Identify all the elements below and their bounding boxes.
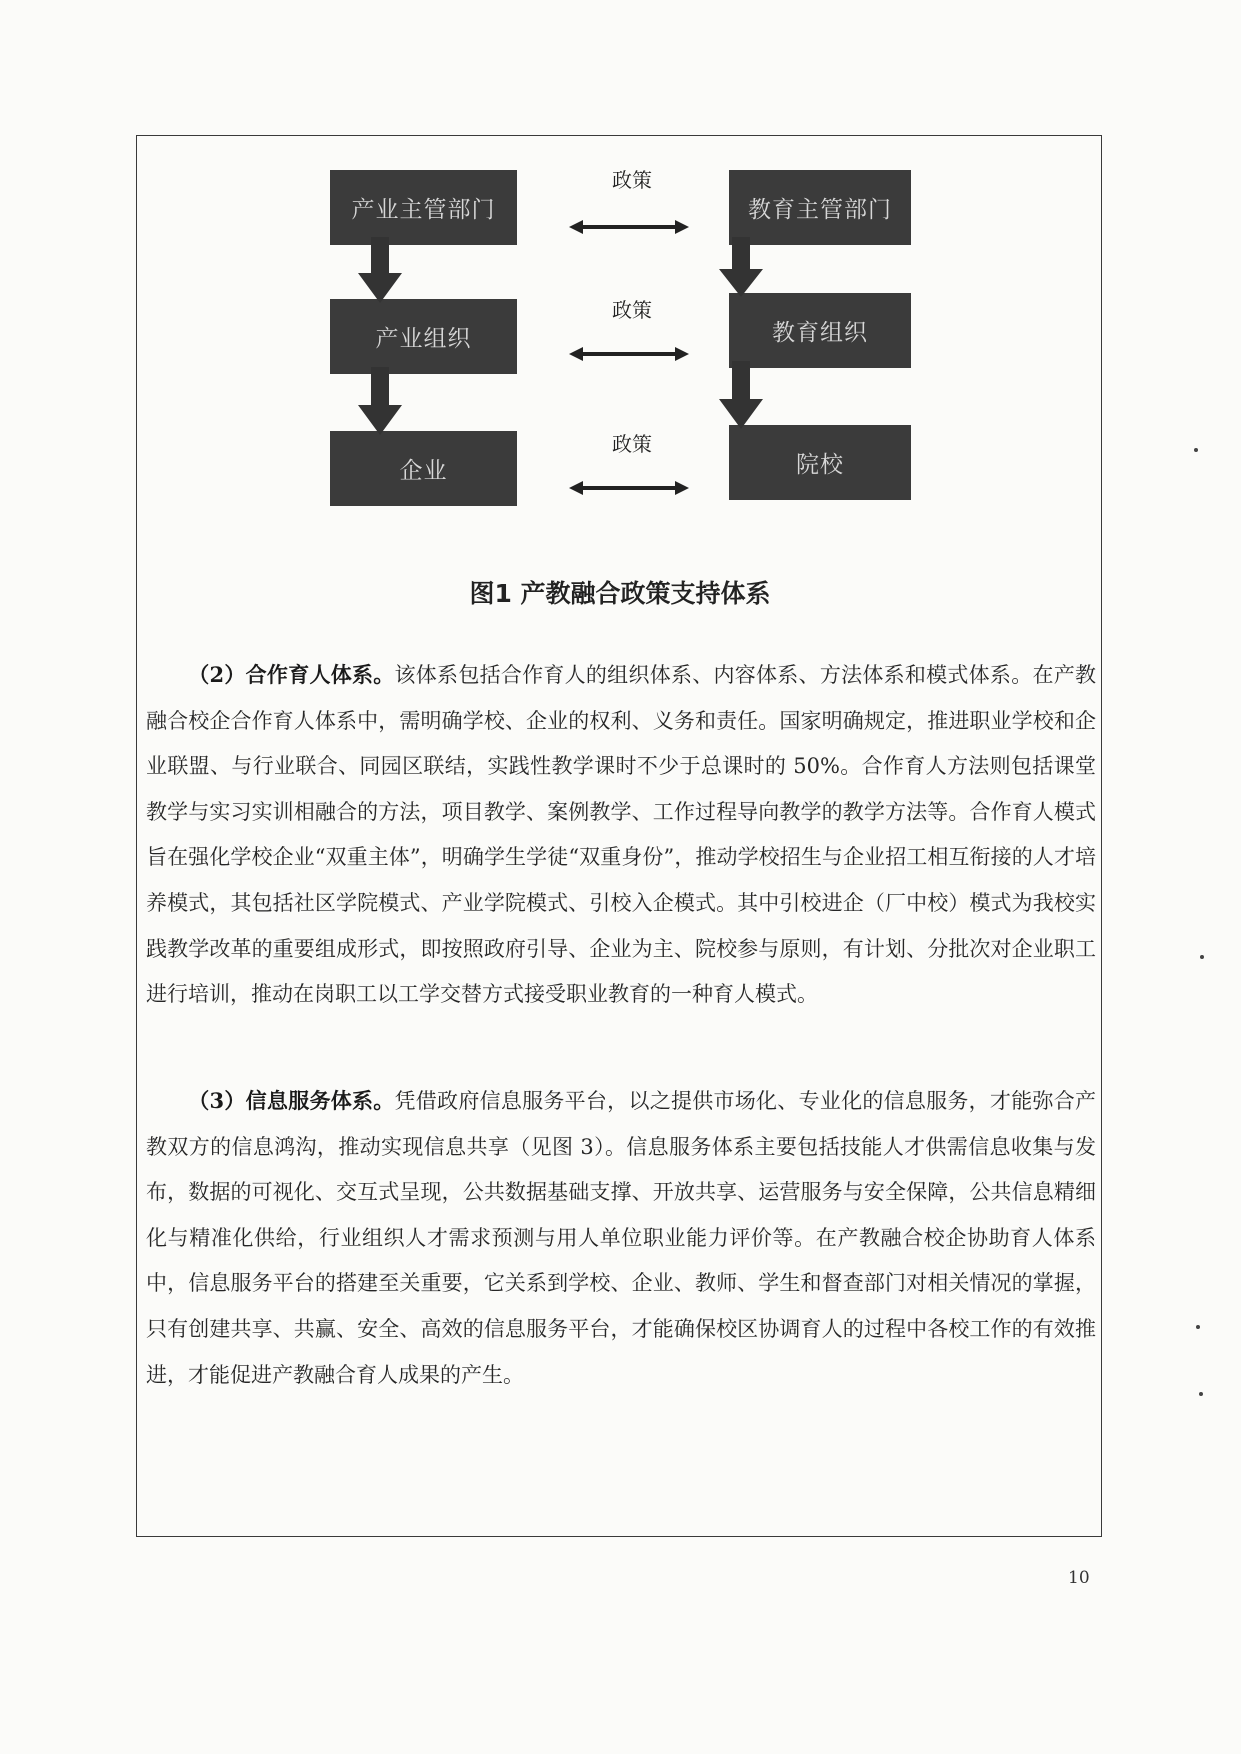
double-arrow-icon [569, 219, 689, 235]
down-arrow-icon [358, 367, 402, 435]
double-arrow-icon [569, 346, 689, 362]
figure-caption: 图1 产教融合政策支持体系 [469, 579, 771, 608]
scan-speck [1200, 955, 1204, 959]
paragraph-lead: （3）信息服务体系。 [188, 1088, 395, 1113]
down-arrow-icon [358, 237, 402, 303]
industry-authority-box: 产业主管部门 [330, 170, 517, 245]
scan-speck [1199, 1392, 1203, 1396]
paragraph-information-service [146, 1078, 1096, 1398]
education-authority-box: 教育主管部门 [729, 170, 911, 245]
scan-speck [1196, 1325, 1200, 1329]
down-arrow-icon [719, 237, 763, 297]
paragraph-body: 该体系包括合作育人的组织体系、内容体系、方法体系和模式体系。在产教融合校企合作育人体系中，需明确学校、企业的权利、义务和责任。国家明确规定，推进职业学校和企业联盟、与行业联合、同园区联结，实践性教学课时不少于总课时的 50%。合作育人方法则包括课堂教学与实习实训相融合的方法，项目教学、案例教学、工作过程导向教学的教学方法等。合作育人模式旨在强化学校企业“双重主体”，明确学生学徒“双重身份”，推动学校招生与企业招工相互衔接的人才培养模式，其包括社区学院模式、产业学院模式、引校入企模式。其中引校进企（厂中校）模式为我校实践教学改革的重要组成形式，即按照政府引导、企业为主、院校参与原则，有计划、分批次对企业职工进行培训，推动在岗职工以工学交替方式接受职业教育的一种育人模式。 [146, 663, 1096, 1007]
paragraph-lead: （2）合作育人体系。 [188, 662, 395, 687]
policy-label-middle: 政策 [612, 298, 652, 322]
industry-organization-box: 产业组织 [330, 299, 517, 374]
double-arrow-icon [569, 480, 689, 496]
policy-label-bottom: 政策 [612, 432, 652, 456]
paragraph-body: 凭借政府信息服务平台，以之提供市场化、专业化的信息服务，才能弥合产教双方的信息鸿沟，推动实现信息共享（见图 3）。信息服务体系主要包括技能人才供需信息收集与发布，数据的可视化、交互式呈现，公共数据基础支撑、开放共享、运营服务与安全保障，公共信息精细化与精准化供给，行业组织人才需求预测与用人单位职业能力评价等。在产教融合校企协助育人体系中，信息服务平台的搭建至关重要，它关系到学校、企业、教师、学生和督查部门对相关情况的掌握，只有创建共享、共赢、安全、高效的信息服务平台，才能确保校区协调育人的过程中各校工作的有效推进，才能促进产教融合育人成果的产生。 [146, 1089, 1096, 1387]
down-arrow-icon [719, 361, 763, 429]
paragraph-cooperative-education [146, 652, 1096, 1018]
policy-label-top: 政策 [612, 168, 652, 192]
scan-speck [1194, 448, 1198, 452]
education-organization-box: 教育组织 [729, 293, 911, 368]
enterprise-box: 企业 [330, 431, 517, 506]
page-number: 10 [1068, 1568, 1090, 1588]
college-box: 院校 [729, 425, 911, 500]
policy-support-diagram [137, 136, 1103, 656]
